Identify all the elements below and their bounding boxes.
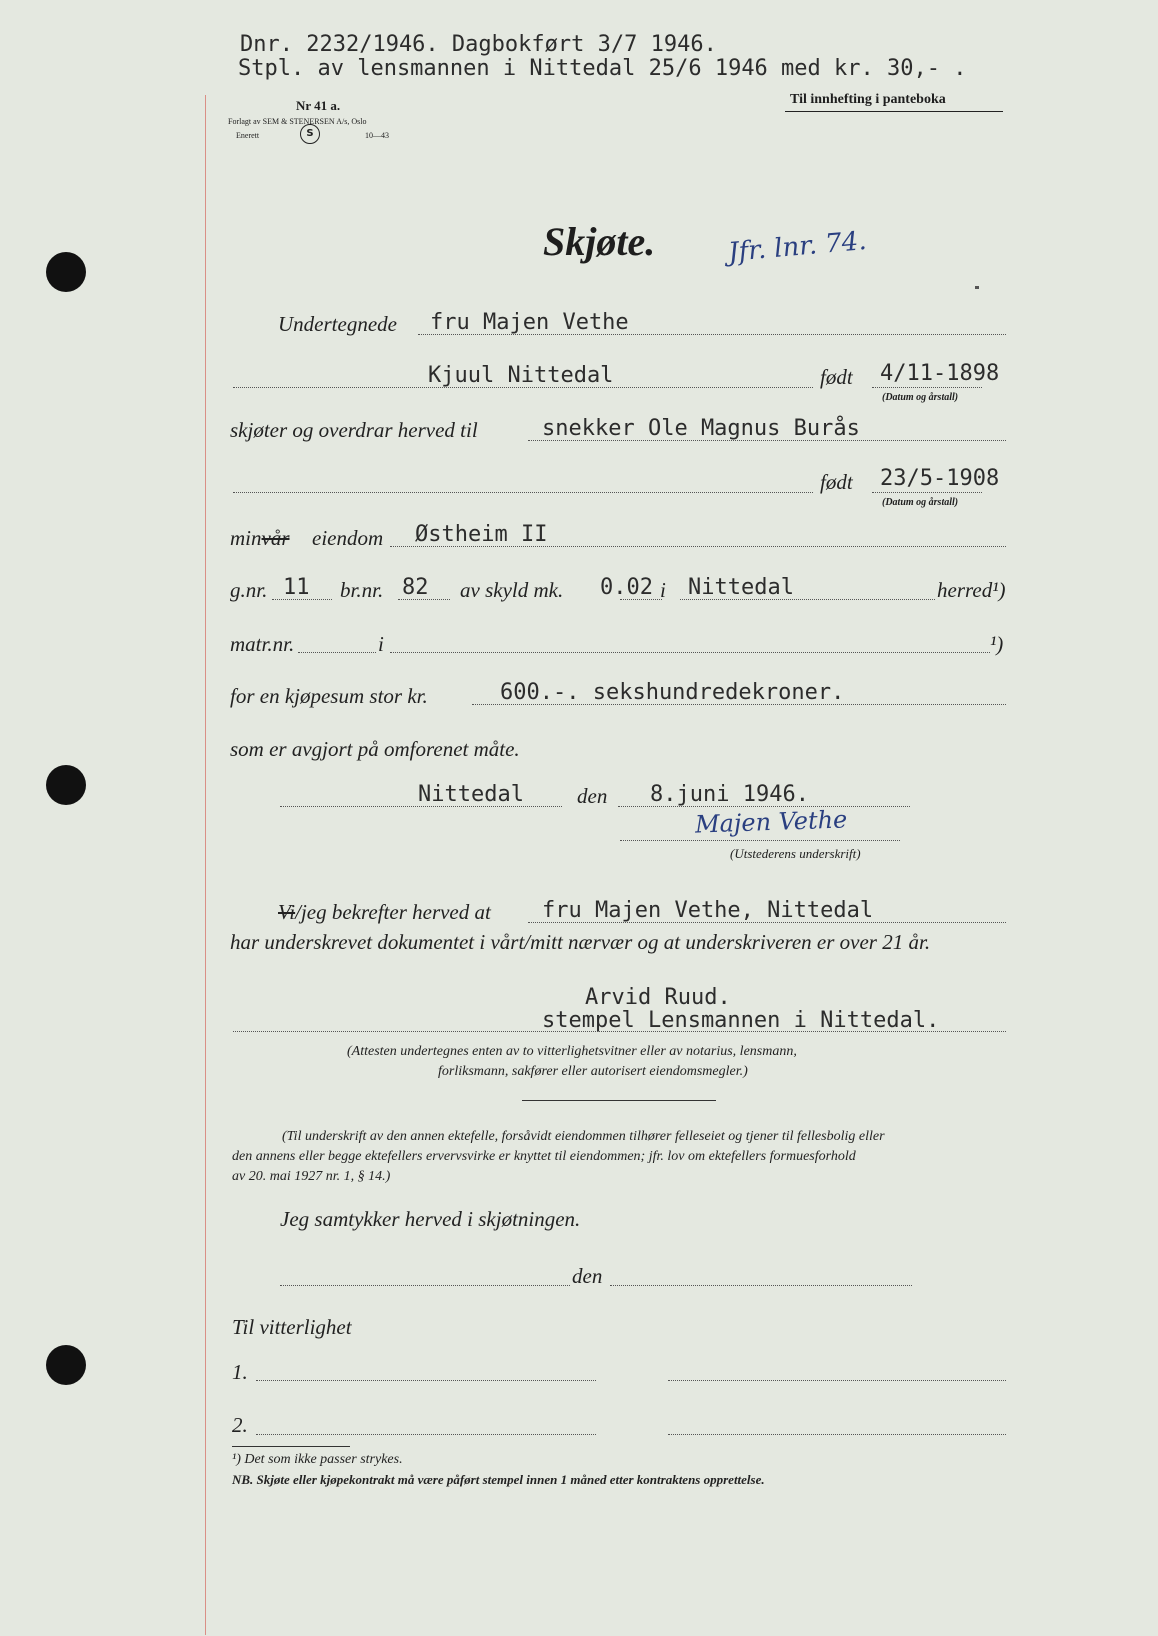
attest-name: fru Majen Vethe, Nittedal xyxy=(542,898,874,923)
attest-note-1: (Attesten undertegnes enten av to vitterlighetsvitner eller av notarius, lensmann, xyxy=(347,1044,797,1059)
spouse-note-3: av 20. mai 1927 nr. 1, § 14.) xyxy=(232,1169,391,1184)
binding-note-underline xyxy=(785,111,1003,112)
matr-i-label: i xyxy=(378,632,384,656)
footnote-1: ¹) Det som ikke passer strykes. xyxy=(232,1452,403,1467)
spouse-note-2: den annens eller begge ektefellers ervervsvirke er knyttet til eiendommen; jfr. lov om ektefellers formuesforhold xyxy=(232,1149,856,1164)
punch-hole xyxy=(46,1345,86,1385)
publisher-enerett: Enerett xyxy=(236,131,260,140)
ink-dot xyxy=(975,286,979,289)
datum-hint: (Datum og årstall) xyxy=(882,392,959,403)
field-line xyxy=(280,1285,570,1286)
herred-i-label: i xyxy=(660,578,666,602)
seller-birthdate: 4/11-1898 xyxy=(880,361,1000,386)
transfer-label: skjøter og overdrar herved til xyxy=(230,418,478,442)
omforenet-text: som er avgjort på omforenet måte. xyxy=(230,737,520,761)
signature-line xyxy=(620,840,900,841)
eiendom-prefix: minvår xyxy=(230,526,290,550)
field-line xyxy=(233,1031,1006,1032)
witness-number-1: 1. xyxy=(232,1360,248,1384)
signing-date: 8.juni 1946. xyxy=(650,782,809,807)
footnote-nb: NB. Skjøte eller kjøpekontrakt må være påført stempel innen 1 måned etter kontraktens opprettelse. xyxy=(232,1472,765,1487)
skyld-value: 0.02 xyxy=(600,575,653,600)
matr-end: ¹) xyxy=(990,632,1004,656)
publisher-code: 10—43 xyxy=(365,131,389,140)
witness-stamp: stempel Lensmannen i Nittedal. xyxy=(542,1008,940,1033)
witness-title: Til vitterlighet xyxy=(232,1315,352,1339)
form-number: Nr 41 a. xyxy=(296,98,341,113)
gnr-label: g.nr. xyxy=(230,578,268,602)
witness-line xyxy=(256,1434,596,1435)
undertegnede-label: Undertegnede xyxy=(278,312,397,336)
witness-name: Arvid Ruud. xyxy=(585,985,731,1010)
buyer-name: snekker Ole Magnus Burås xyxy=(542,416,860,441)
seller-signature: Majen Vethe xyxy=(694,805,848,839)
publisher-line: Forlagt av SEM & STENERSEN A/s, Oslo xyxy=(228,117,367,126)
brnr-value: 82 xyxy=(402,575,429,600)
brnr-label: br.nr. xyxy=(340,578,384,602)
registration-line: Dnr. 2232/1946. Dagbokført 3/7 1946. xyxy=(240,32,717,57)
punch-hole xyxy=(46,252,86,292)
attest-prefix: Vi/jeg bekrefter herved at xyxy=(278,900,491,924)
property-name: Østheim II xyxy=(415,522,548,547)
margin-note: Jfr. lnr. 74. xyxy=(726,226,868,268)
divider xyxy=(522,1100,716,1101)
herred-label: herred¹) xyxy=(937,578,1006,602)
gnr-value: 11 xyxy=(283,575,310,600)
matr-label: matr.nr. xyxy=(230,632,295,656)
witness-line xyxy=(668,1380,1006,1381)
datum-hint: (Datum og årstall) xyxy=(882,497,959,508)
spouse-note-1: (Til underskrift av den annen ektefelle, forsåvidt eiendommen tilhører felleseiet og tjener til fellesbolig eller xyxy=(282,1129,885,1144)
seller-address: Kjuul Nittedal xyxy=(428,363,614,388)
seller-name: fru Majen Vethe xyxy=(430,310,629,335)
skyld-label: av skyld mk. xyxy=(460,578,564,602)
buyer-birthdate: 23/5-1908 xyxy=(880,466,1000,491)
witness-line xyxy=(668,1434,1006,1435)
document-title: Skjøte. xyxy=(543,219,656,264)
spouse-den-label: den xyxy=(572,1264,603,1288)
eiendom-label: eiendom xyxy=(312,526,384,550)
binding-note: Til innhefting i panteboka xyxy=(790,92,946,107)
fodt-label: født xyxy=(820,470,853,494)
spouse-consent: Jeg samtykker herved i skjøtningen. xyxy=(280,1207,581,1231)
witness-number-2: 2. xyxy=(232,1413,248,1437)
herred-place: Nittedal xyxy=(688,575,794,600)
stamp-fee-line: Stpl. av lensmannen i Nittedal 25/6 1946 med kr. 30,- . xyxy=(238,56,967,81)
witness-line xyxy=(256,1380,596,1381)
kjopesum-label: for en kjøpesum stor kr. xyxy=(230,684,428,708)
margin-line xyxy=(205,95,206,1635)
punch-hole xyxy=(46,765,86,805)
fodt-label: født xyxy=(820,365,853,389)
field-line xyxy=(390,652,990,653)
field-line xyxy=(233,492,813,493)
field-line xyxy=(872,492,982,493)
kjopesum-value: 600.-. sekshundredekroner. xyxy=(500,680,845,705)
attest-note-2: forliksmann, sakfører eller autorisert eiendomsmegler.) xyxy=(438,1064,748,1079)
publisher-logo: S xyxy=(300,124,320,144)
signing-place: Nittedal xyxy=(418,782,524,807)
utsteder-hint: (Utstederens underskrift) xyxy=(730,846,861,861)
attest-line2: har underskrevet dokumentet i vårt/mitt nærvær og at underskriveren er over 21 år. xyxy=(230,930,931,954)
field-line xyxy=(298,652,376,653)
den-label: den xyxy=(577,784,608,808)
field-line xyxy=(872,387,982,388)
field-line xyxy=(610,1285,912,1286)
footnote-divider xyxy=(232,1446,350,1447)
